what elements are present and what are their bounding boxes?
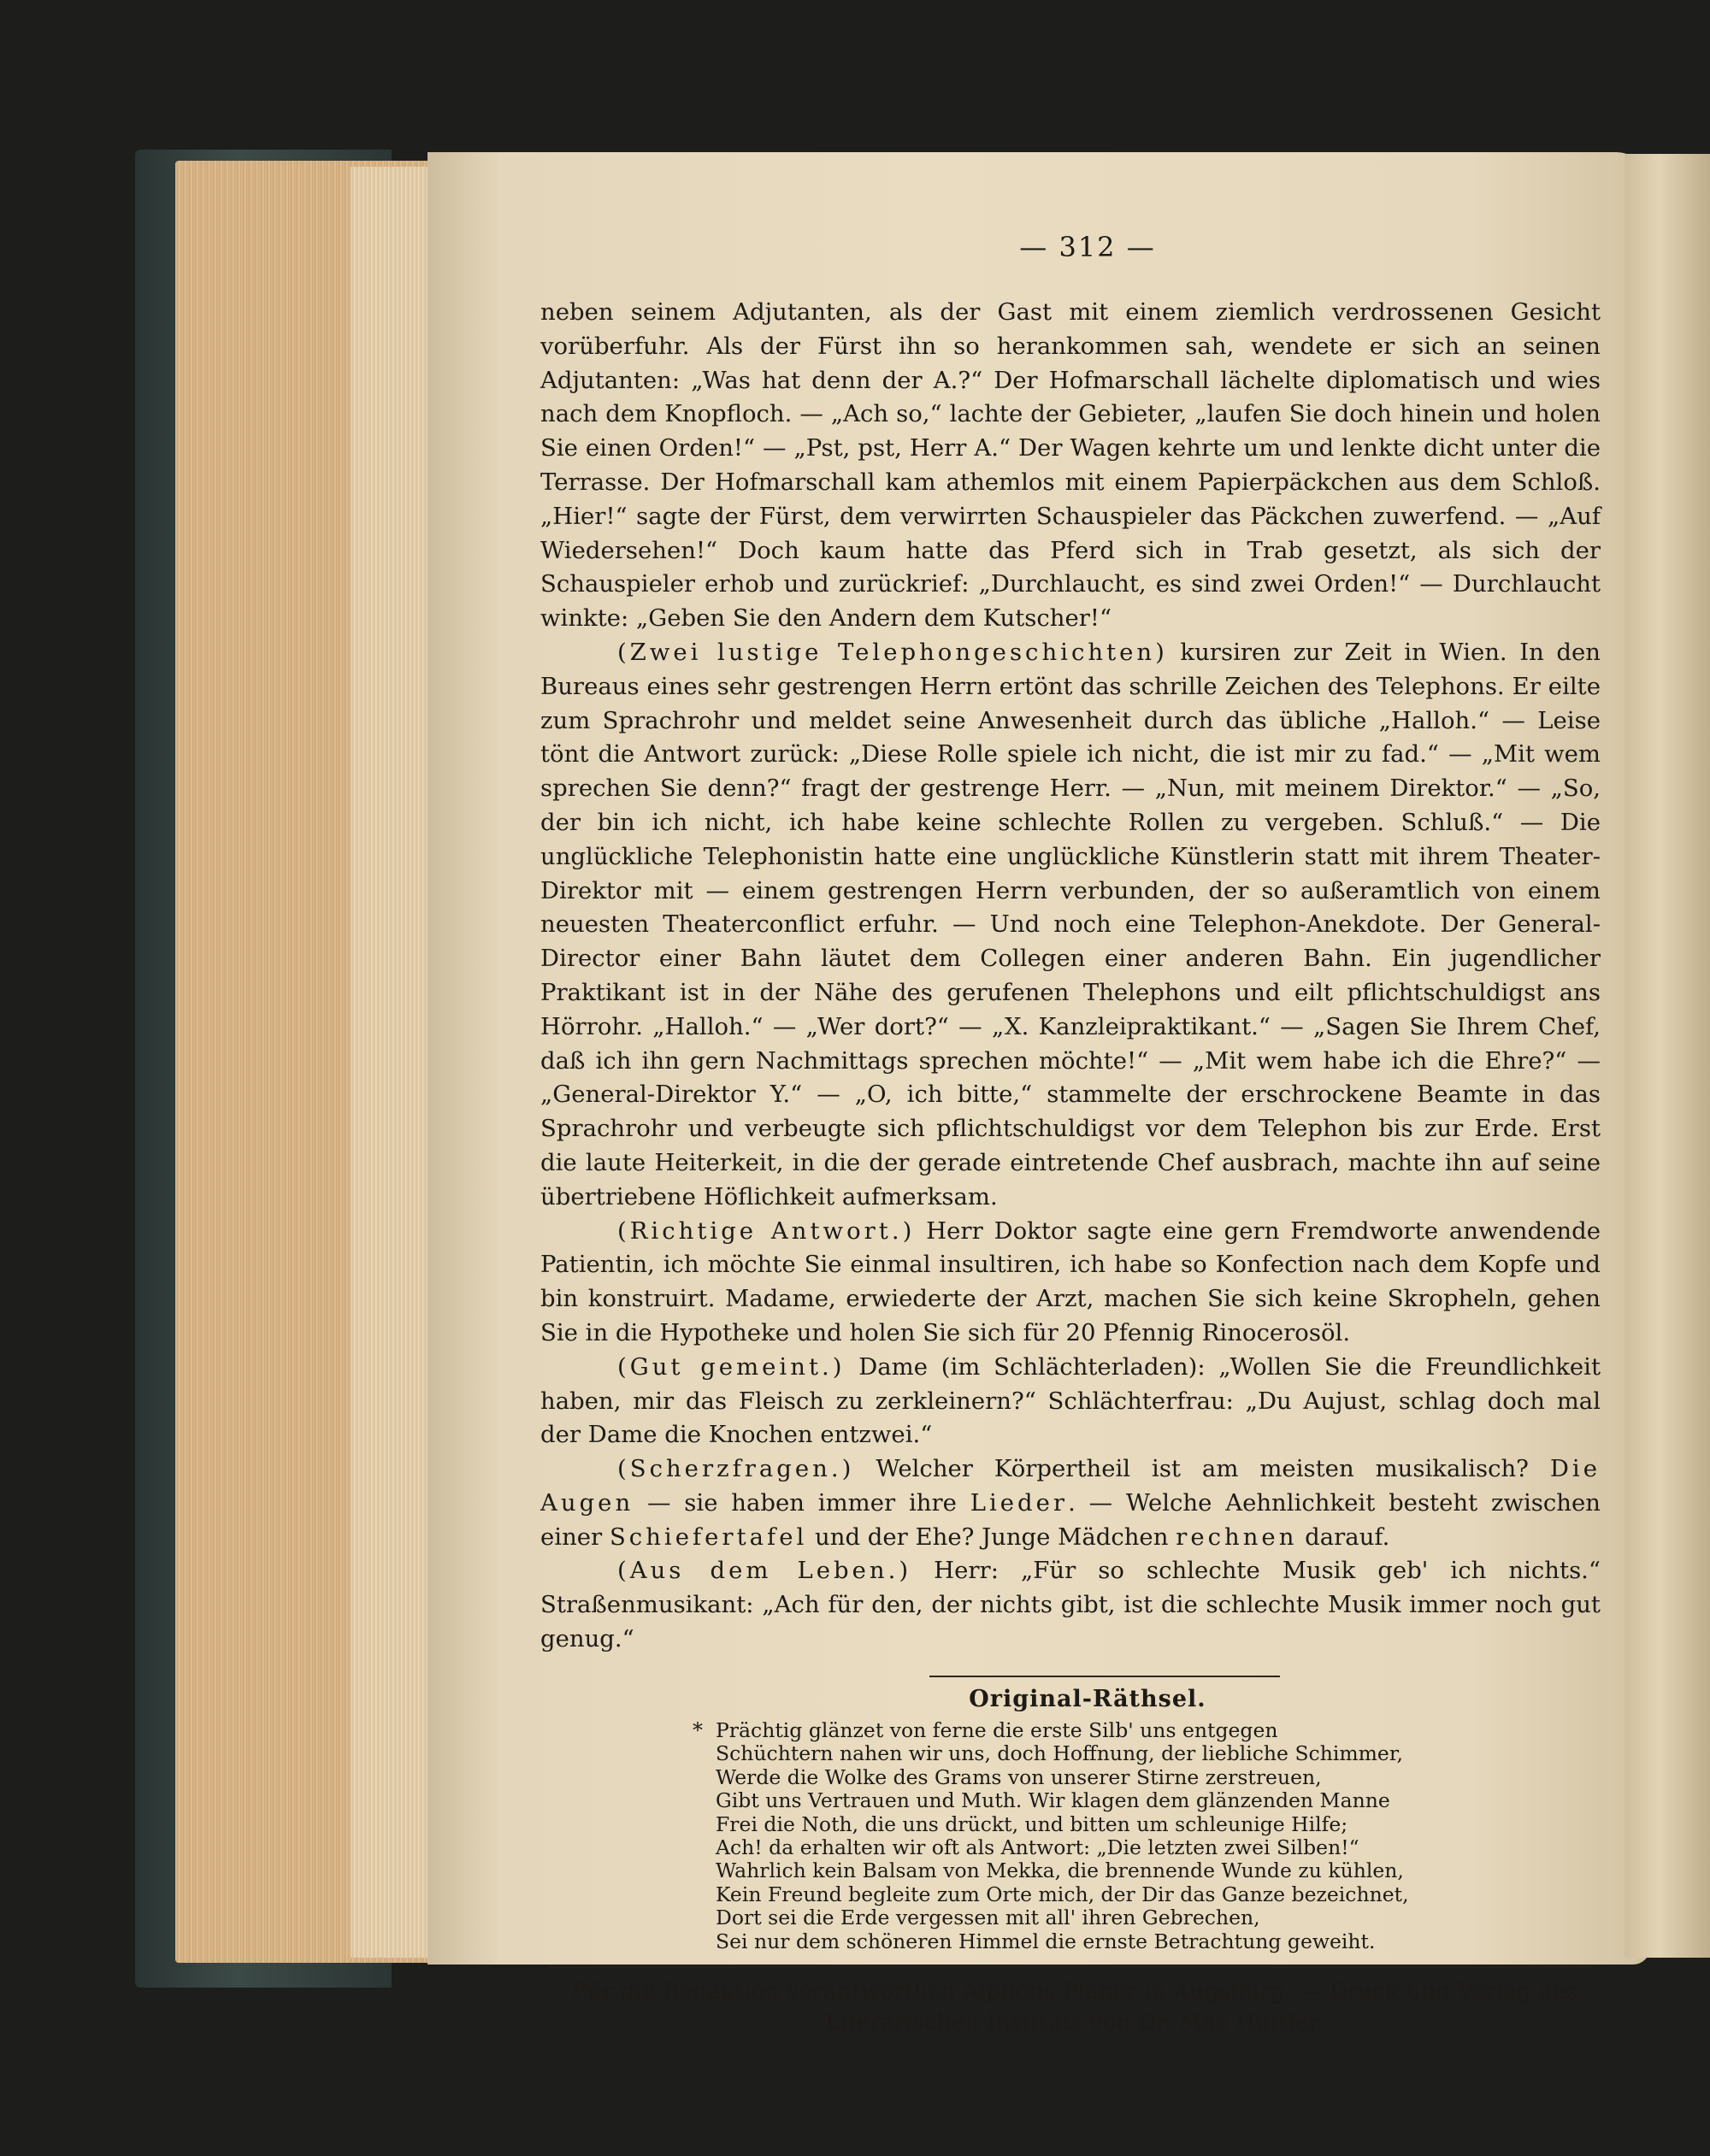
paragraph-text: und der Ehe? Junge Mädchen <box>807 1523 1176 1551</box>
page-content <box>540 231 1601 2038</box>
riddle-line: Werde die Wolke des Grams von unserer Stirne zerstreuen, <box>716 1764 1322 1789</box>
riddle-line: Ach! da erhalten wir oft als Antwort: „Die letzten zwei Silben!“ <box>716 1835 1359 1859</box>
page-number: — 312 — <box>1019 231 1156 263</box>
imprint-line-1: Für die Redaktion verantwortlich Alphons Planer in Augsburg. — Druck und Verlag des <box>571 1977 1578 2005</box>
article-text <box>540 296 1601 1657</box>
riddle-line: Kein Freund begleite zum Orte mich, der Dir das Ganze bezeichnet, <box>716 1882 1409 1906</box>
riddle-lines <box>716 1719 1601 1953</box>
riddle-line: Prächtig glänzet von ferne die erste Silb' uns entgegen <box>716 1717 1278 1742</box>
riddle-poem <box>540 1719 1601 1953</box>
riddle-title: Original-Räthsel. <box>969 1685 1206 1712</box>
paragraph-text: Herr Doktor sagte eine gern Fremdworte anwendende Patientin, ich möchte Sie einmal insultiren, ich habe so Konfection nach dem Kopfe und bin konstruirt. Madame, erwiederte der Arzt, machen Sie sich keine Skropheln, gehen Sie in die Hypotheke und holen Sie sich für 20 Pfennig Rinocerosöl. <box>540 1216 1601 1346</box>
riddle-line: Sei nur dem schöneren Himmel die ernste Betrachtung geweiht. <box>716 1929 1376 1953</box>
paragraph-text: Herr: „Für so schlechte Musik geb' ich nichts.“ Straßenmusikant: „Ach für den, der nichts gibt, ist die schlechte Musik immer noch gut genug.“ <box>540 1557 1601 1653</box>
spaced-heading: (Richtige Antwort.) <box>617 1216 916 1245</box>
paragraph <box>540 1452 1601 1554</box>
paragraph-text: neben seinem Adjutanten, als der Gast mit einem ziemlich verdrossenen Gesicht vorüberfuhr. Als der Fürst ihn so herankommen sah, wendete er sich an seinen Adjutanten: „Was hat denn der A.?“ Der Hofmarschall lächelte diplomatisch und wies nach dem Knopfloch. — „Ach so,“ lachte der Gebieter, „laufen Sie doch hinein und holen Sie einen Orden!“ — „Pst, pst, Herr A.“ Der Wagen kehrte um und lenkte dicht unter die Terrasse. Der Hofmarschall kam athemlos mit einem Papierpäckchen aus dem Schloß. „Hier!“ sagte der Fürst, dem verwirrten Schauspieler das Päckchen zuwerfend. — „Auf Wiedersehen!“ Doch kaum hatte das Pferd sich in Trab gesetzt, als sich der Schauspieler erhob und zurückrief: „Durchlaucht, es sind zwei Orden!“ — Durchlaucht winkte: „Geben Sie den Andern dem Kutscher!“ <box>540 298 1601 633</box>
paragraph-text: Welcher Körpertheil ist am meisten musikalisch? <box>854 1455 1550 1483</box>
spaced-heading: Lieder <box>970 1488 1069 1517</box>
riddle-star: * <box>693 1717 703 1742</box>
spaced-heading: (Zwei lustige Telephongeschichten) <box>617 638 1168 666</box>
paragraph-text: . — Welche Aehnlichkeit besteht zwischen einer <box>540 1488 1601 1551</box>
paragraph-text: Dame (im Schlächterladen): „Wollen Sie die Freundlichkeit haben, mir das Fleisch zu zerkleinern?“ Schlächterfrau: „Du Aujust, schlag doch mal der Dame die Knochen entzwei.“ <box>540 1352 1601 1449</box>
spaced-heading: Die Augen <box>540 1455 1601 1517</box>
spaced-heading: Schiefertafel <box>609 1523 808 1551</box>
paragraph-text: kursiren zur Zeit in Wien. In den Bureaus eines sehr gestrengen Herrn ertönt das schrille Zeichen des Telephons. Er eilte zum Sprachrohr und meldet seine Anwesenheit durch das übliche „Halloh.“ — Leise tönt die Antwort zurück: „Diese Rolle spiele ich nicht, die ist mir zu fad.“ — „Mit wem sprechen Sie denn?“ fragt der gestrenge Herr. — „Nun, mit meinem Direktor.“ — „So, der bin ich nicht, ich habe keine schlechte Rollen zu vergeben. Schluß.“ — Die unglückliche Telephonistin hatte eine unglückliche Künstlerin statt mit ihrem Theater-Direktor mit — einem gestrengen Herrn verbunden, der so außeramtlich von einem neuesten Theaterconflict erfuhr. — Und noch eine Telephon-Anekdote. Der General-Director einer Bahn läutet dem Collegen einer anderen Bahn. Ein jugendlicher Praktikant ist in der Nähe des gerufenen Thelephons und eilt pflichtschuldigst ans Hörrohr. „Halloh.“ — „Wer dort?“ — „X. Kanzleipraktikant.“ — „Sagen Sie Ihrem Chef, daß ich ihn gern Nachmittags sprechen möchte!“ — „Mit wem habe ich die Ehre?“ — „General-Direktor Y.“ — „O, ich bitte,“ stammelte der erschrockene Beamte in das Sprachrohr und verbeugte sich pflichtschuldigst vor dem Telephon bis zur Erde. Erst die laute Heiterkeit, in die der gerade eintretende Chef ausbrach, machte ihn auf seine übertriebene Höflichkeit aufmerksam. <box>540 638 1601 1211</box>
riddle-line: Wahrlich kein Balsam von Mekka, die brennende Wunde zu kühlen, <box>716 1859 1404 1883</box>
paragraph <box>540 636 1601 1215</box>
paragraph-text: darauf. <box>1297 1523 1390 1551</box>
riddle-line: Gibt uns Vertrauen und Muth. Wir klagen dem glänzenden Manne <box>716 1788 1390 1813</box>
riddle-line: Dort sei die Erde vergessen mit all' ihren Gebrechen, <box>716 1906 1260 1930</box>
spaced-heading: (Gut gemeint.) <box>617 1352 846 1381</box>
paragraph <box>540 1554 1601 1656</box>
page-curl <box>1624 154 1710 1958</box>
riddle-line: Frei die Noth, die uns drückt, und bitten um schleunige Hilfe; <box>716 1811 1348 1836</box>
paragraph-text: — sie haben immer ihre <box>634 1488 970 1517</box>
spaced-heading: (Aus dem Leben.) <box>617 1557 912 1585</box>
spaced-heading: rechnen <box>1176 1523 1298 1551</box>
riddle-line: Schüchtern nahen wir uns, doch Hoffnung, der liebliche Schimmer, <box>716 1741 1403 1766</box>
imprint-line-2: Literarischen Instituts von Dr. Max Huttler. <box>825 2008 1324 2035</box>
paragraph <box>540 1351 1601 1452</box>
paragraph <box>540 296 1601 636</box>
imprint <box>549 1976 1601 2038</box>
section-divider <box>929 1676 1280 1677</box>
spaced-heading: (Scherzfragen.) <box>617 1455 855 1483</box>
paragraph <box>540 1215 1601 1351</box>
footer-divider <box>549 1965 1592 1968</box>
